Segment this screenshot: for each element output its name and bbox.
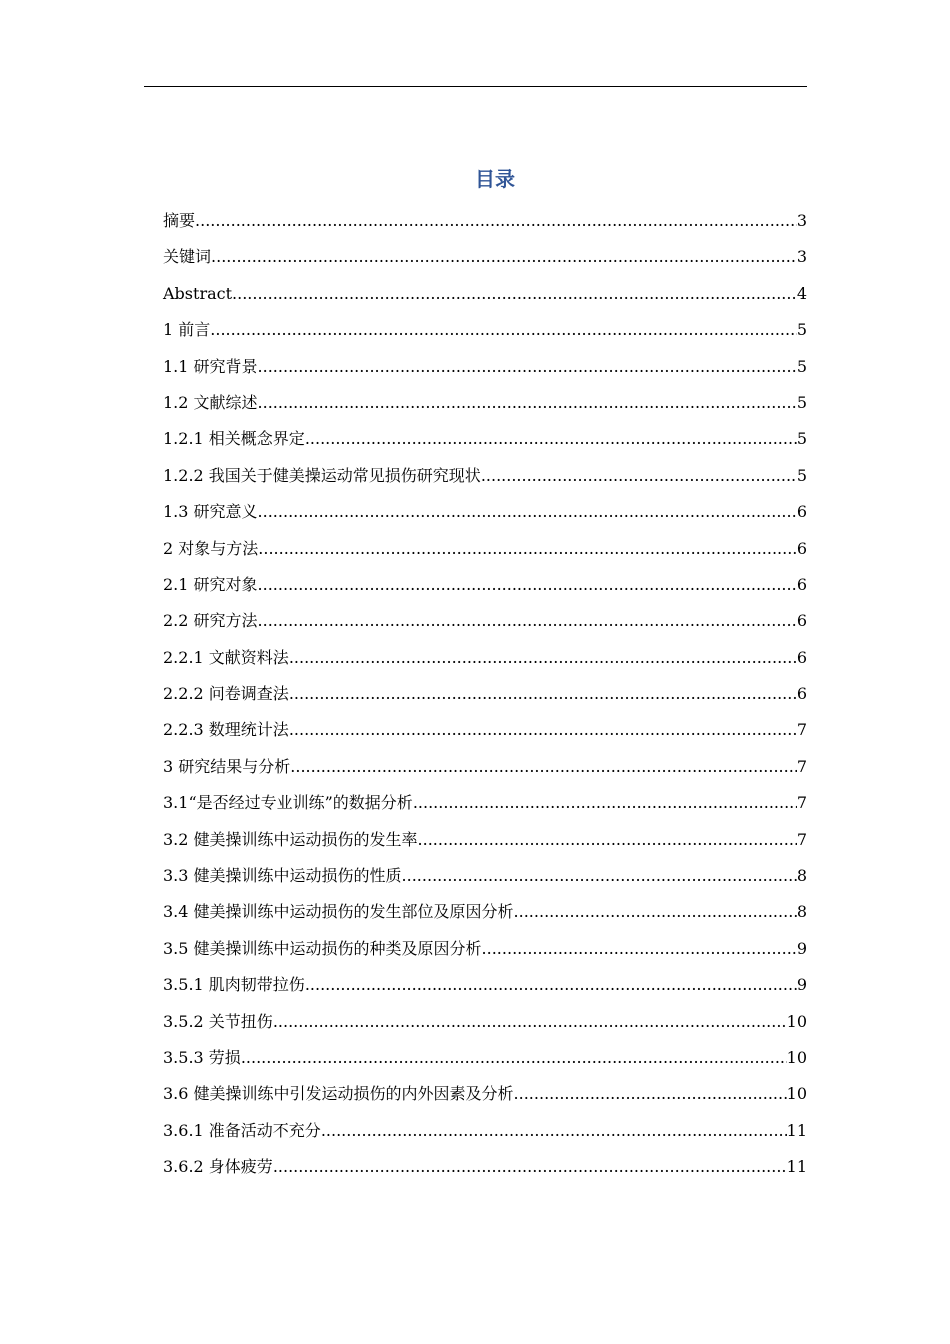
- toc-entry-page-number: 6: [796, 611, 807, 631]
- toc-entry[interactable]: [163, 971, 807, 1007]
- toc-entry-page-number: 5: [796, 429, 807, 449]
- toc-dot-leader: [195, 207, 797, 235]
- toc-dot-leader: [258, 535, 797, 563]
- toc-entry[interactable]: [163, 1044, 807, 1080]
- toc-entry-label: 3.5 健美操训练中运动损伤的种类及原因分析: [163, 938, 482, 958]
- toc-entry-label: 1.2.2 我国关于健美操运动常见损伤研究现状: [163, 465, 481, 485]
- toc-dot-leader: [305, 425, 797, 453]
- toc-dot-leader: [210, 316, 797, 344]
- toc-entry-label: 3.6.1 准备活动不充分: [163, 1120, 321, 1140]
- toc-entry[interactable]: [163, 425, 807, 461]
- toc-entry-label: 3.1“是否经过专业训练”的数据分析: [163, 793, 413, 813]
- toc-dot-leader: [290, 753, 797, 781]
- toc-entry-label: 3.4 健美操训练中运动损伤的发生部位及原因分析: [163, 902, 514, 922]
- toc-entry-label: 关键词: [163, 247, 212, 267]
- header-rule: [144, 86, 807, 87]
- toc-list: [163, 207, 807, 1190]
- toc-entry-page-number: 10: [786, 1047, 807, 1067]
- toc-entry-label: 3.5.1 肌肉韧带拉伤: [163, 975, 305, 995]
- toc-entry[interactable]: [163, 389, 807, 425]
- toc-entry-page-number: 11: [786, 1120, 807, 1140]
- toc-entry[interactable]: [163, 1008, 807, 1044]
- toc-entry[interactable]: [163, 898, 807, 934]
- toc-entry[interactable]: [163, 789, 807, 825]
- toc-dot-leader: [258, 498, 797, 526]
- toc-entry-page-number: 3: [796, 247, 807, 267]
- toc-entry[interactable]: [163, 1117, 807, 1153]
- toc-entry[interactable]: [163, 644, 807, 680]
- toc-dot-leader: [418, 826, 797, 854]
- toc-entry[interactable]: [163, 207, 807, 243]
- toc-entry-label: 3.5.3 劳损: [163, 1047, 241, 1067]
- toc-entry-label: 1.3 研究意义: [163, 502, 258, 522]
- toc-dot-leader: [241, 1044, 787, 1072]
- toc-entry-label: 2.2 研究方法: [163, 611, 258, 631]
- toc-dot-leader: [258, 571, 797, 599]
- toc-dot-leader: [514, 1080, 787, 1108]
- toc-dot-leader: [273, 1153, 787, 1181]
- toc-entry-page-number: 6: [796, 647, 807, 667]
- toc-entry-label: 2.2.1 文献资料法: [163, 647, 289, 667]
- toc-dot-leader: [289, 716, 797, 744]
- toc-dot-leader: [305, 971, 797, 999]
- toc-dot-leader: [289, 680, 797, 708]
- toc-entry-page-number: 5: [796, 356, 807, 376]
- toc-dot-leader: [273, 1008, 787, 1036]
- toc-entry[interactable]: [163, 716, 807, 752]
- toc-entry-label: 2.2.3 数理统计法: [163, 720, 289, 740]
- toc-entry-label: 1.1 研究背景: [163, 356, 258, 376]
- toc-entry-label: 3.5.2 关节扭伤: [163, 1011, 273, 1031]
- toc-entry[interactable]: [163, 243, 807, 279]
- toc-entry[interactable]: [163, 571, 807, 607]
- toc-dot-leader: [211, 243, 797, 271]
- toc-entry-label: Abstract: [163, 283, 233, 303]
- toc-entry-page-number: 8: [796, 902, 807, 922]
- toc-entry-page-number: 6: [796, 574, 807, 594]
- toc-entry-page-number: 6: [796, 684, 807, 704]
- toc-entry-label: 2.1 研究对象: [163, 574, 258, 594]
- toc-entry-label: 1 前言: [163, 320, 211, 340]
- toc-dot-leader: [482, 935, 797, 963]
- toc-entry[interactable]: [163, 862, 807, 898]
- toc-entry[interactable]: [163, 316, 807, 352]
- toc-entry[interactable]: [163, 280, 807, 316]
- toc-entry[interactable]: [163, 535, 807, 571]
- toc-entry-page-number: 11: [786, 1157, 807, 1177]
- toc-entry-page-number: 7: [796, 793, 807, 813]
- toc-dot-leader: [289, 644, 797, 672]
- toc-entry[interactable]: [163, 826, 807, 862]
- toc-entry-page-number: 3: [796, 211, 807, 230]
- toc-entry-label: 摘要: [163, 211, 196, 230]
- toc-entry-label: 3.2 健美操训练中运动损伤的发生率: [163, 829, 418, 849]
- toc-dot-leader: [413, 789, 797, 817]
- toc-dot-leader: [321, 1117, 787, 1145]
- toc-entry-page-number: 7: [796, 720, 807, 740]
- toc-entry-page-number: 7: [796, 829, 807, 849]
- toc-entry[interactable]: [163, 753, 807, 789]
- toc-entry-page-number: 6: [796, 502, 807, 522]
- toc-entry[interactable]: [163, 1153, 807, 1189]
- toc-entry[interactable]: [163, 1080, 807, 1116]
- toc-entry[interactable]: [163, 498, 807, 534]
- toc-entry-page-number: 10: [786, 1011, 807, 1031]
- toc-entry[interactable]: [163, 935, 807, 971]
- toc-entry-page-number: 9: [796, 938, 807, 958]
- toc-entry[interactable]: [163, 680, 807, 716]
- toc-dot-leader: [481, 462, 797, 490]
- toc-entry[interactable]: [163, 353, 807, 389]
- toc-entry-page-number: 9: [796, 975, 807, 995]
- toc-entry[interactable]: [163, 462, 807, 498]
- toc-dot-leader: [514, 898, 797, 926]
- toc-entry-page-number: 8: [796, 866, 807, 886]
- toc-entry-page-number: 5: [796, 320, 807, 340]
- toc-entry-label: 1.2 文献综述: [163, 392, 258, 412]
- toc-entry-label: 3.3 健美操训练中运动损伤的性质: [163, 866, 402, 886]
- toc-entry-label: 3.6 健美操训练中引发运动损伤的内外因素及分析: [163, 1084, 514, 1104]
- toc-dot-leader: [258, 389, 797, 417]
- toc-dot-leader: [258, 607, 797, 635]
- toc-entry-page-number: 5: [796, 392, 807, 412]
- toc-entry-label: 3 研究结果与分析: [163, 756, 291, 776]
- toc-entry-label: 3.6.2 身体疲劳: [163, 1157, 273, 1177]
- toc-entry[interactable]: [163, 607, 807, 643]
- toc-title: 目录: [475, 167, 515, 191]
- toc-entry-page-number: 10: [786, 1084, 807, 1104]
- toc-dot-leader: [402, 862, 797, 890]
- toc-entry-page-number: 7: [796, 756, 807, 776]
- toc-entry-page-number: 6: [796, 538, 807, 558]
- toc-entry-label: 1.2.1 相关概念界定: [163, 429, 305, 449]
- toc-dot-leader: [232, 280, 797, 308]
- toc-entry-label: 2.2.2 问卷调查法: [163, 684, 289, 704]
- toc-dot-leader: [258, 353, 797, 381]
- toc-entry-page-number: 4: [796, 283, 807, 303]
- toc-entry-label: 2 对象与方法: [163, 538, 259, 558]
- toc-entry-page-number: 5: [796, 465, 807, 485]
